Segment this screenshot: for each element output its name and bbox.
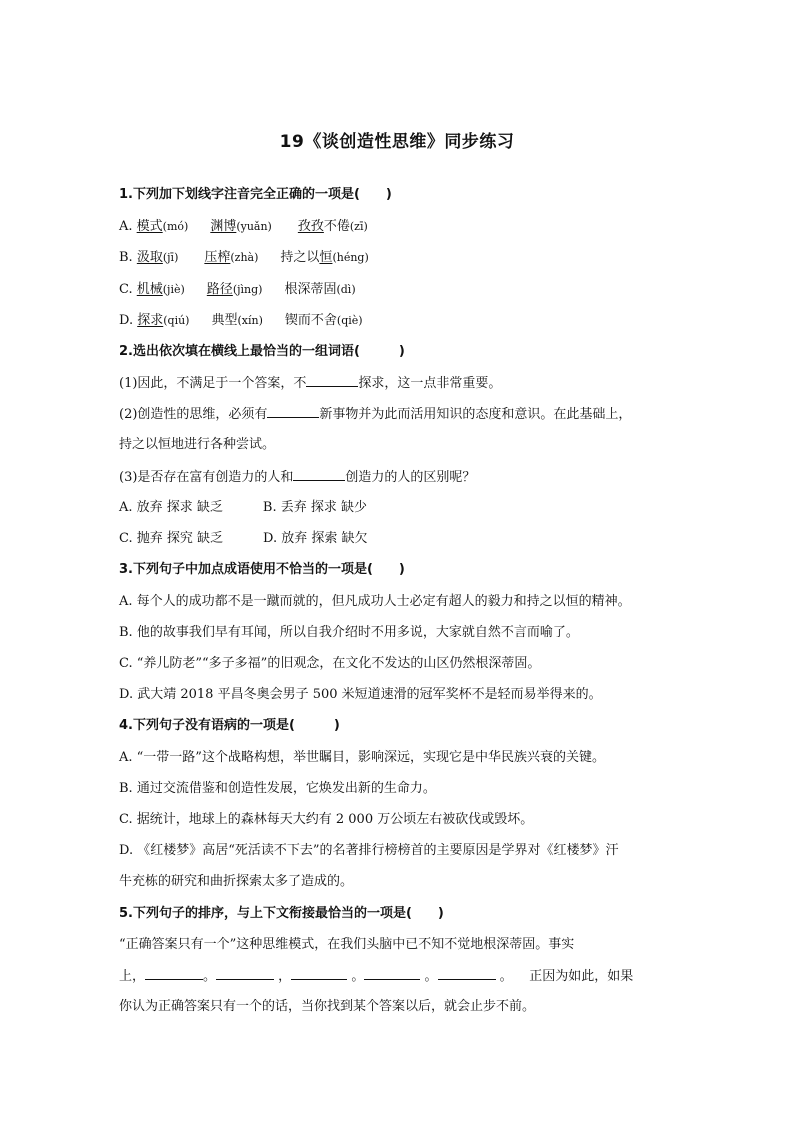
- q3-option-b: B. 他的故事我们早有耳闻，所以自我介绍时不用多说，大家就自然不言而喻了。: [119, 625, 579, 640]
- fill-blank[interactable]: [438, 967, 496, 980]
- q4-option-c: C. 据统计，地球上的森林每天大约有 2 000 万公顷左右被砍伐或毁坏。: [119, 812, 534, 827]
- q4-option-d: D. 《红楼梦》高居“死活读不下去”的名著排行榜榜首的主要原因是学界对《红楼梦》汗: [119, 843, 619, 858]
- fill-blank[interactable]: [145, 967, 203, 980]
- q5-passage-3: 你认为正确答案只有一个的话，当你找到某个答案以后，就会止步不前。: [119, 999, 536, 1014]
- q3-option-c: C. “养儿防老”“多子多福”的旧观念，在文化不发达的山区仍然根深蒂固。: [119, 656, 541, 671]
- q2-sentence-1: (1)因此，不满足于一个答案，不 探求，这一点非常重要。: [119, 376, 502, 391]
- q4-option-b: B. 通过交流借鉴和创造性发展，它焕发出新的生命力。: [119, 781, 436, 796]
- q4-option-a: A. “一带一路”这个战略构想，举世瞩目，影响深远，实现它是中华民族兴衰的关键。: [119, 750, 605, 765]
- q5-passage-2: 上， 。 ， 。 。 。 正因为如此，如果: [119, 969, 634, 984]
- fill-blank[interactable]: [216, 967, 274, 980]
- page-title: 19《谈创造性思维》同步练习: [279, 132, 515, 152]
- fill-blank[interactable]: [293, 468, 345, 481]
- q2-options-cd: [119, 530, 689, 548]
- q2-stem: 2.选出依次填在横线上最恰当的一组词语( ): [119, 344, 405, 359]
- fill-blank[interactable]: [291, 967, 347, 980]
- q2-option-c: C. 抛弃 探究 缺乏: [119, 531, 224, 546]
- q2-option-a: A. 放弃 探求 缺乏: [119, 500, 223, 515]
- q2-sentence-2-cont: 持之以恒地进行各种尝试。: [119, 437, 276, 452]
- q3-stem: 3.下列句子中加点成语使用不恰当的一项是( ): [119, 562, 405, 577]
- q1-stem: 1.下列加下划线字注音完全正确的一项是( ): [119, 187, 392, 202]
- q4-stem: 4.下列句子没有语病的一项是( ): [119, 718, 340, 733]
- q2-sentence-2: (2)创造性的思维，必须有 新事物并为此而活用知识的态度和意识。在此基础上，: [119, 407, 632, 422]
- q1-option-a: A. 模式(mó) 渊博(yuǎn) 孜孜不倦(zī): [119, 219, 368, 234]
- fill-blank[interactable]: [306, 374, 358, 387]
- q5-stem: 5.下列句子的排序，与上下文衔接最恰当的一项是( ): [119, 906, 444, 921]
- fill-blank[interactable]: [364, 967, 420, 980]
- fill-blank[interactable]: [267, 405, 319, 418]
- q1-option-c: C. 机械(jiè) 路径(jìng) 根深蒂固(dì): [119, 282, 356, 297]
- q2-sentence-3: (3)是否存在富有创造力的人和 创造力的人的区别呢？: [119, 470, 476, 485]
- q2-options-ab: [119, 499, 689, 517]
- q1-option-d: D. 探求(qiú) 典型(xín) 锲而不舍(qiè): [119, 313, 363, 328]
- q4-option-d-cont: 牛充栋的研究和曲折探索太多了造成的。: [119, 874, 354, 889]
- q1-option-b: B. 汲取(jī) 压榨(zhà) 持之以恒(héng): [119, 250, 369, 265]
- q2-option-b: B. 丢弃 探求 缺少: [262, 500, 368, 515]
- q3-option-d: D. 武大靖 2018 平昌冬奥会男子 500 米短道速滑的冠军奖杯不是轻而易举得来的。: [119, 687, 602, 702]
- q2-option-d: D. 放弃 探索 缺欠: [263, 531, 368, 546]
- q5-passage-1: “正确答案只有一个”这种思维模式，在我们头脑中已不知不觉地根深蒂固。事实: [119, 937, 575, 952]
- q3-option-a: A. 每个人的成功都不是一蹴而就的，但凡成功人士必定有超人的毅力和持之以恒的精神。: [119, 594, 631, 609]
